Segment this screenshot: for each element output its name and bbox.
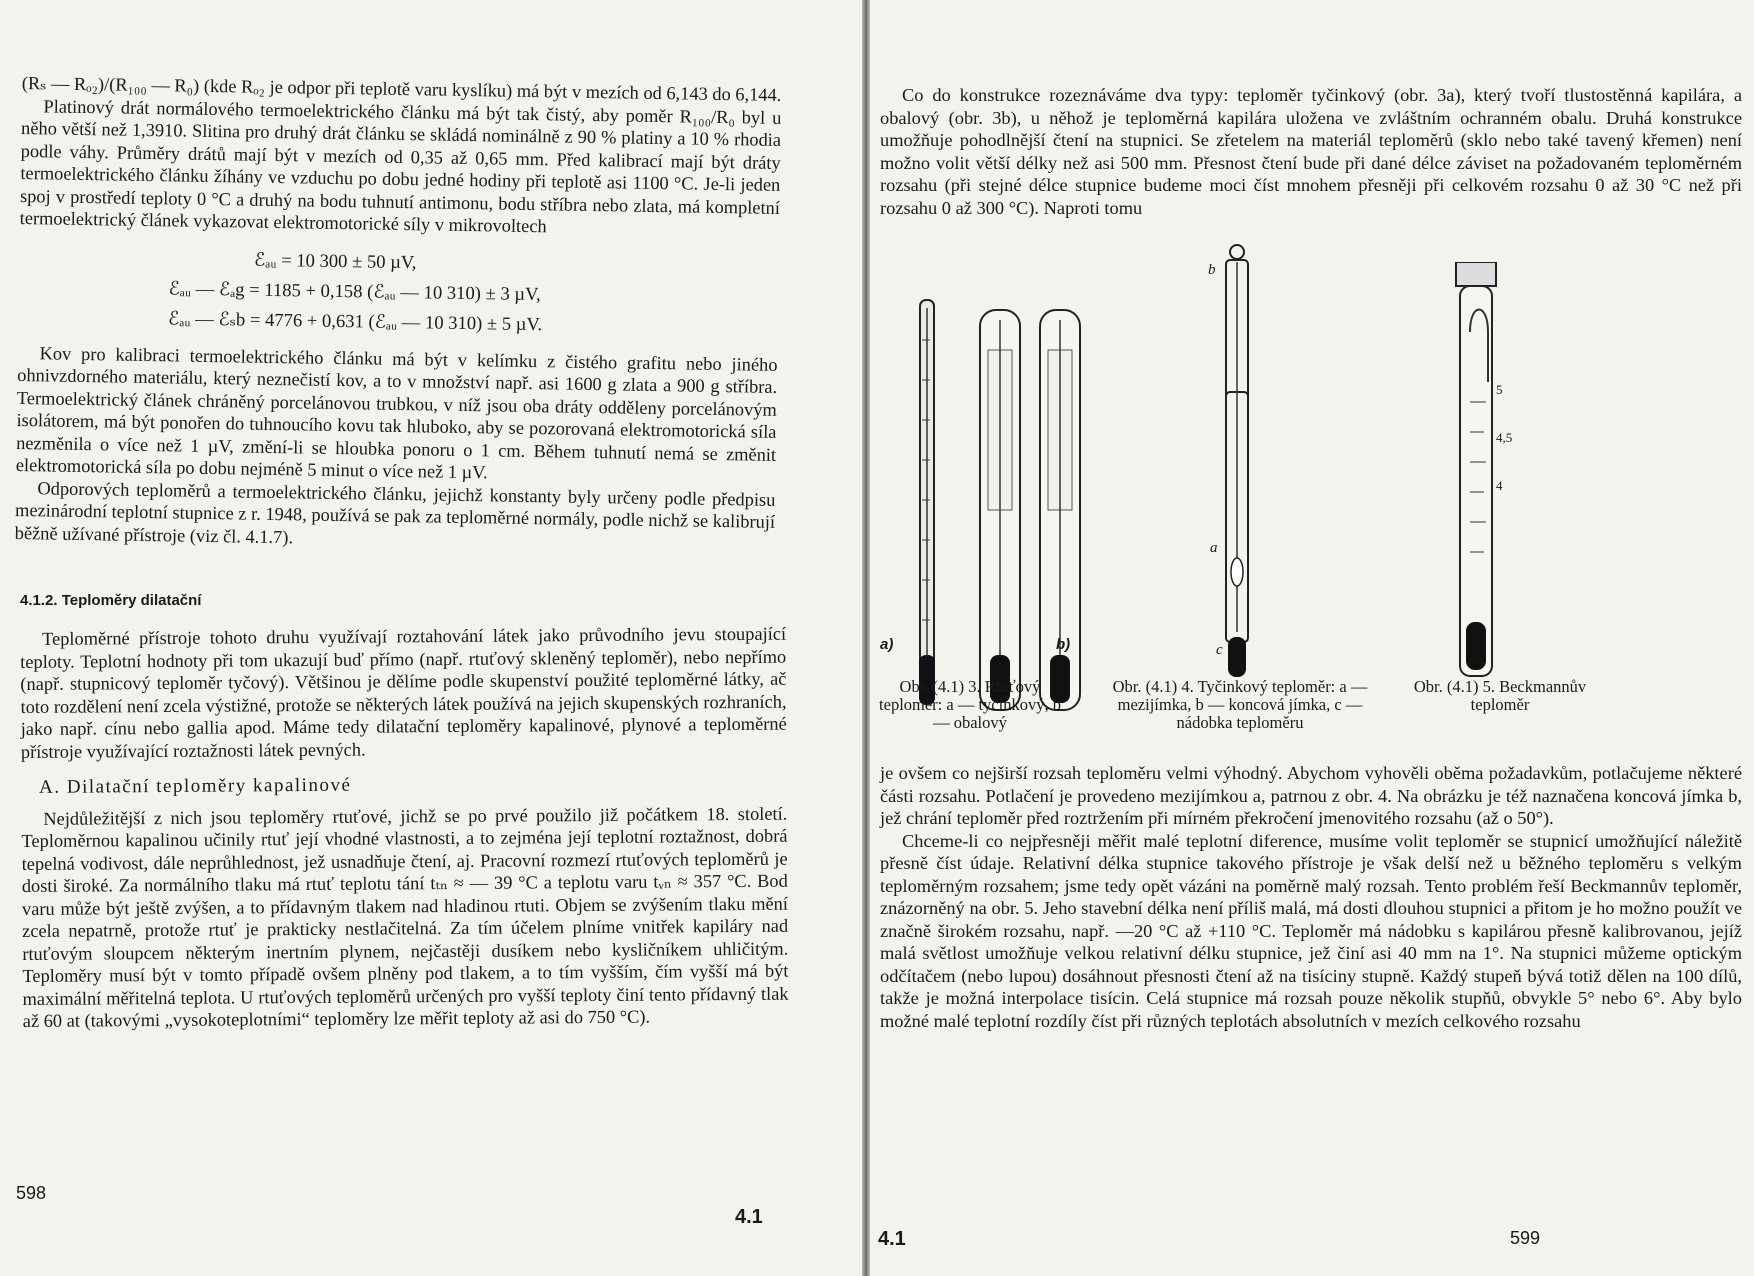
paragraph-platinum-wire: Platinový drát normálového termoelektrického článku má být tak čistý, aby poměr R₁₀₀/R₀ byl u něho větší než 1,3910. Slitina pro druhý drát článku se skládá nominálně z 90 % platiny a 10 % rhodia podle váhy. Průměry drátů mají být v mezích od 0,35 až 0,65 mm. Před kalibrací mají být dráty termoelektrického článku žíhány ve vzduchu po dobu jedné hodiny při teplotě asi 1100 °C. Je-li jeden spoj v prostředí teploty 0 °C a druhý na bodu tuhnutí antimonu, bodu stříbra nebo zlata, má kompletní termoelektrický článek vykazovat elektromotorické síly v mikrovoltech — [19, 95, 782, 237]
figure-4-label-a: a — [1210, 540, 1218, 556]
figure-4-rod-thermometer — [1200, 242, 1290, 682]
paragraph-ratio-limits: (Rₛ — Rₒ₂)/(R₁₀₀ — R₀) (kde Rₒ₂ je odpor při teplotě varu kyslíku) má být v mezích od 6,143 do 6,144. — [21, 72, 782, 105]
equation-au: ℰₐᵤ = 10 300 ± 50 µV, — [253, 249, 417, 273]
figure-4-label-c: c — [1216, 642, 1223, 658]
page-number-left: 598 — [16, 1183, 47, 1203]
caption-figure-5: Obr. (4.1) 5. Beckmannův teploměr — [1413, 677, 1587, 714]
figure-3-label-a: a) — [880, 636, 894, 653]
thermometer-enclosed-3b-left — [980, 310, 1020, 710]
figure-5-beckmann-thermometer — [1450, 262, 1570, 702]
page-number-right: 599 — [1510, 1228, 1541, 1248]
subheading-liquid-thermometers: A. Dilatační teploměry kapalinové — [39, 774, 352, 798]
right-top-text-block — [880, 84, 1742, 219]
section-mark-right: 4.1 — [878, 1228, 906, 1250]
left-bottom-text-block — [20, 623, 789, 1033]
paragraph-dilatation-intro: Teploměrné přístroje tohoto druhu využívají roztahování látek jako průvodního jevu stoupající teploty. Teplotní hodnoty při tom ukazují buď přímo (např. rtuťový skleněný teploměr), nebo nepřímo (např. stupnicový teploměr tyčový). Většinou je dělíme podle skupenství použité teploměrné látky, ač toto rozdělení není zcela výstižné, protože se některých látek používá na jejich skupenských rozhraních, jako např. cínu nebo gallia apod. Máme tedy dilatační teploměry kapalinové, plynové a teploměrné přístroje využívající roztažnosti látek pevných. — [20, 623, 787, 762]
paragraph-wide-range: je ovšem co nejširší rozsah teploměru velmi výhodný. Abychom vyhověli oběma požadavkům, potlačujeme některé části rozsahu. Potlačení je provedeno mezijímkou a, patrnou z obr. 4. Na obrázku je též naznačena koncová jímka b, jež chrání teploměr před roztržením při mírném překročení jmenovitého rozsahu (až o 50°). — [880, 763, 1742, 828]
paragraph-construction-types: Co do konstrukce rozeznáváme dva typy: teploměr tyčinkový (obr. 3a), který tvoří tlustostěnná kapilára, a obalový (obr. 3b), u něhož je teploměrná kapilára uložena ve zvláštním ochranném obalu. Druhá konstrukce umožňuje pohodlnější čtení na stupnici. Se zřetelem na materiál teploměrů (sklo nebo také tavený křemen) není možno volit větší délky než asi 500 mm. Přesnost čtení bude při dané délce záviset na požadovaném teploměrném rozsahu (při stejné délce stupnice budeme moci číst mnohem přesněji při celkovém rozsahu 0 až 30 °C než při rozsahu 0 až 300 °C). Naproti tomu — [880, 85, 1742, 218]
equation-au-sb: ℰₐᵤ — ℰₛb = 4776 + 0,631 (ℰₐᵤ — 10 310) ± 5 µV. — [167, 307, 543, 335]
left-page — [0, 0, 862, 1276]
section-mark-left: 4.1 — [735, 1206, 763, 1228]
figure-3-label-b: b) — [1056, 636, 1071, 653]
paragraph-mercury-thermometers: Nejdůležitější z nich jsou teploměry rtuťové, jichž se po prvé použilo již počátkem 18. století. Teploměrnou kapalinou učinily rtuť její vhodné vlastnosti, a to zejména její teplotní roztažnost, dobrá tepelná vodivost, dále neprůhlednost, jež usnadňuje čtení, aj. Pracovní rozmezí rtuťových teploměrů je dosti široké. Za normálního tlaku má rtuť teplotu tání tₜₙ ≈ — 39 °C a teplotu varu tᵥₙ ≈ 357 °C. Bod varu může být ještě zvýšen, a to přídavným tlakem nad hladinou rtuti. Objem se zvýšením tlaku mění zcela nepatrně, protože rtuť je prakticky nestlačitelná. Za tím účelem plníme vnitřek kapiláry nad rtuťovým sloupcem některým inertním plynem, nejčastěji dusíkem nebo kysličníkem uhličitým. Teploměry musí být v tomto případě ovšem plněny pod tlakem, a to tím vyšším, čím vyšší má být maximální měřitelná teplota. U rtuťových teploměrů určených pro vyšší teploty činí tento přídavný tlak až 60 at (takovými „vysokoteplotními“ teploměry lze měřit teploty až asi do 750 °C). — [21, 803, 789, 1031]
caption-figure-4: Obr. (4.1) 4. Tyčinkový teploměr: a — mezijímka, b — koncová jímka, c — nádobka teploměru — [1112, 677, 1368, 732]
paragraph-beckmann: Chceme-li co nejpřesněji měřit malé teplotní diference, musíme volit teploměr se stupnicí umožňující náležitě přesně číst údaje. Relativní délka stupnice takového přístroje je však delší než u běžného teploměru s velkým teploměrným rozsahem; jsme tedy opět vázáni na poměrně malý rozsah. Tento problém řeší Beckmannův teploměr, znázorněný na obr. 5. Jeho stavební délka není příliš malá, má dosti dlouhou stupnici a přitom je ho možno použít ve značně širokém rozsahu, např. —20 °C až +110 °C. Teploměr má nádobku s kapilárou přesně kalibrovanou, jejíž malá světlost umožňuje velkou relativní délku stupnice, jež činí asi 40 mm na 1°. Na stupnici můžeme optickým odčítačem (nebo lupou) dosáhnout přesnosti čtení až na tisíciny stupně. Každý stupeň bývá totiž dělen na 100 dílů, takže je možná interpolace tisícin. Celá stupnice má rozsah pouze několik stupňů, obvykle 5° nebo 6°. Aby bylo možné malé teplotní rozdíly číst při různých teplotách absolutních v mezích celkového rozsahu — [880, 830, 1742, 1031]
figure-5-scale-4: 4 — [1496, 478, 1503, 493]
book-gutter — [862, 0, 870, 1276]
caption-figure-3: Obr. (4.1) 3. Rtuťový teploměr: a — tyčinkový, b — obalový — [879, 677, 1061, 732]
figure-3-mercury-thermometers — [900, 280, 1130, 730]
equations-block — [18, 241, 779, 343]
equation-au-ag: ℰₐᵤ — ℰₐg = 1185 + 0,158 (ℰₐᵤ — 10 310) ± 3 µV, — [168, 277, 541, 305]
paragraph-calibration-metal: Kov pro kalibraci termoelektrického článku má být v kelímku z čistého grafitu nebo jiného ohnivzdorného materiálu, který neznečistí kov, a to v množství např. asi 1600 g zlata a 900 g stříbra. Termoelektrický článek chráněný porcelánovou trubkou, v níž jsou oba dráty odděleny porcelánovým isolátorem, má být ponořen do tuhnoucího kovu tak hluboko, aby se pozorovaná elektromotorická síla nezměnila o více než 1 µV, změní-li se hloubka ponoru o 1 cm. Během tuhnutí nemá se změnit elektromotorická síla po dobu nejméně 5 minut o více než 1 µV. — [15, 342, 778, 483]
figure-5-scale-5: 5 — [1496, 382, 1503, 397]
right-page — [870, 0, 1754, 1276]
thermometer-rod-3a — [919, 300, 935, 705]
left-top-text-block — [15, 72, 782, 556]
right-bottom-text-block — [880, 762, 1742, 1032]
figure-4-label-b: b — [1208, 262, 1216, 278]
figure-5-scale-45: 4,5 — [1496, 430, 1513, 445]
section-heading: 4.1.2. Teploměry dilatační — [20, 592, 202, 609]
paragraph-normals: Odporových teploměrů a termoelektrického článku, jejichž konstanty byly určeny podle předpisu mezinárodní teplotní stupnice z r. 1948, používá se pak za teploměrné normály, podle nichž se kalibrují běžně užívané přístroje (viz čl. 4.1.7). — [14, 477, 776, 547]
